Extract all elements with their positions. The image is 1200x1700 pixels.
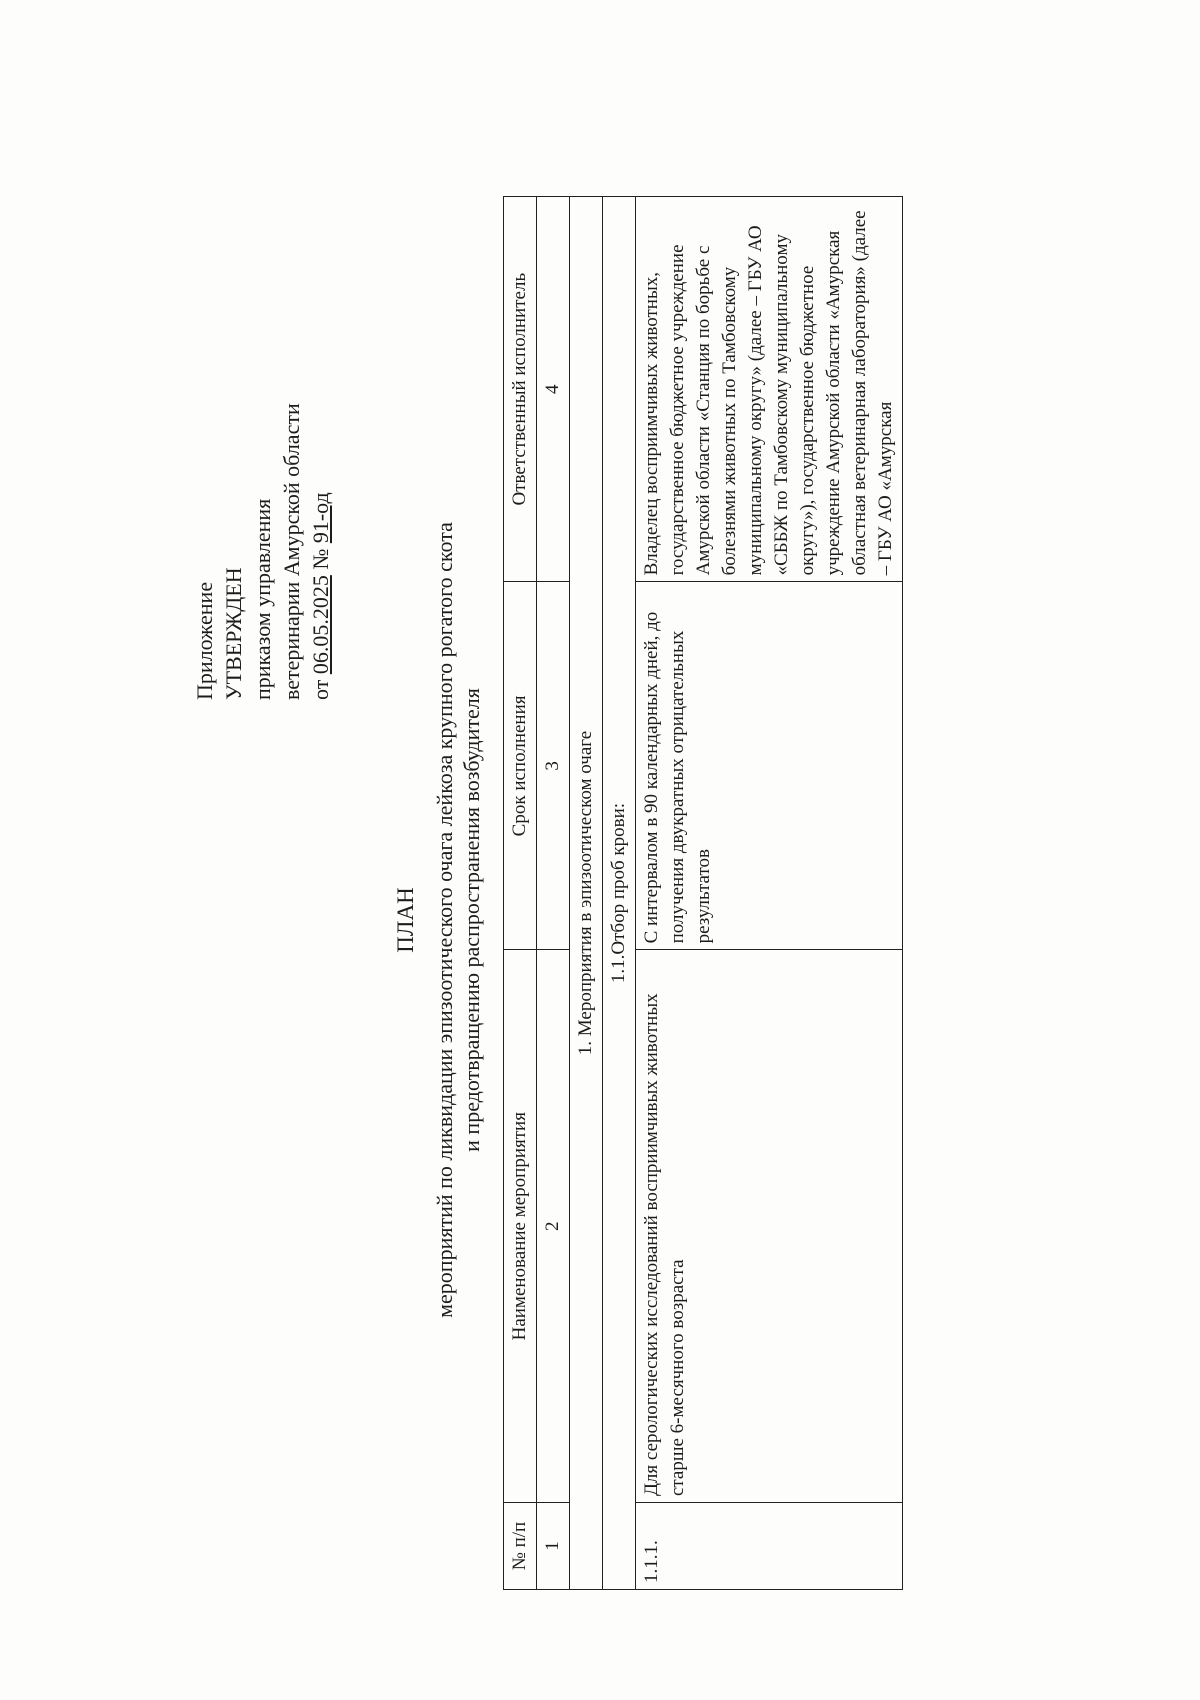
table-column-number-row [537, 197, 570, 1590]
row-number: 1.1.1. [636, 1503, 903, 1590]
header-cell-executor: Ответственный исполнитель [504, 197, 537, 582]
approval-line-appendix: Приложение [192, 581, 217, 700]
approval-date: 06.05.2025 [308, 575, 333, 675]
table-subsection-row [603, 197, 636, 1590]
column-number-3: 3 [537, 582, 570, 950]
document-title-block [392, 300, 485, 1540]
header-cell-activity: Наименование мероприятия [504, 950, 537, 1503]
document-subtitle-line1: мероприятий по ликвидации эпизоотического очага лейкоза крупного рогатого скота [432, 522, 457, 1318]
plan-table [503, 196, 903, 1590]
approval-line-order: приказом управления [250, 498, 275, 700]
approval-number: 91-од [308, 492, 333, 544]
approval-from-label: от [308, 679, 333, 700]
column-number-1: 1 [537, 1503, 570, 1590]
header-cell-deadline: Срок исполнения [504, 582, 537, 950]
column-number-4: 4 [537, 197, 570, 582]
row-activity-name: Для серологических исследований восприимчивых животных старше 6-месячного возраста [636, 950, 903, 1503]
section-title: 1. Мероприятия в эпизоотическом очаге [570, 197, 603, 1590]
approval-line-approved: УТВЕРЖДЕН [221, 567, 246, 700]
row-deadline: С интервалом в 90 календарных дней, до получения двукратных отрицательных результатов [636, 582, 903, 950]
row-executor: Владелец восприимчивых животных, государственное бюджетное учреждение Амурской области «Станция по борьбе с болезнями животных по Тамбовскому муниципальному округу» (далее – ГБУ АО «СББЖ по Тамбовскому муниципальному округу»), государственное бюджетное учреждение Амурской области «Амурская областная ветеринарная лаборатория» (далее – ГБУ АО «Амурская [636, 197, 903, 582]
column-number-2: 2 [537, 950, 570, 1503]
table-row [636, 197, 903, 1590]
document-title: ПЛАН [393, 887, 418, 953]
document-subtitle-line2: и предотвращению распространения возбудителя [459, 688, 484, 1152]
subsection-title: 1.1.Отбор проб крови: [603, 197, 636, 1590]
header-cell-number: № п/п [504, 1503, 537, 1590]
approval-number-sign: № [308, 548, 333, 570]
table-header-row [504, 197, 537, 1590]
approval-date-line [306, 403, 335, 700]
approval-stamp-block [190, 403, 335, 700]
approval-line-department: ветеринарии Амурской области [279, 403, 304, 700]
table-section-row [570, 197, 603, 1590]
